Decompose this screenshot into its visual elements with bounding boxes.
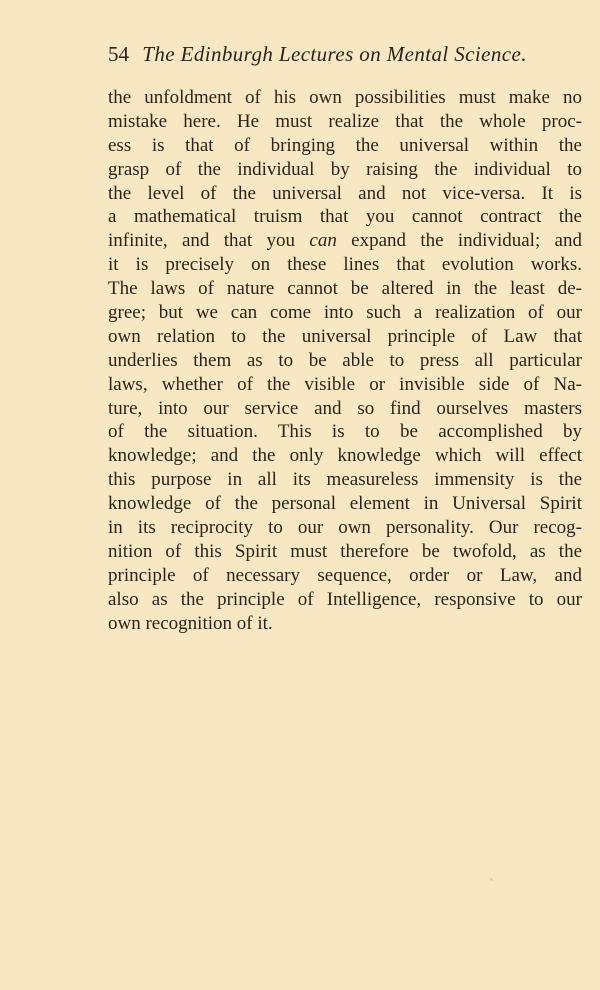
text-line: The laws of nature cannot be altered in the least de- xyxy=(108,278,582,300)
text-line: grasp of the individual by raising the individual to xyxy=(108,158,582,180)
text-line: nition of this Spirit must therefore be twofold, as the xyxy=(108,540,582,562)
text-line: laws, whether of the visible or invisible side of Na- xyxy=(108,373,582,395)
running-header xyxy=(108,42,584,67)
text-line: of the situation. This is to be accomplished by xyxy=(108,421,582,443)
emphasis: can xyxy=(309,230,337,252)
text-line: the unfoldment of his own possibilities must make no xyxy=(108,87,582,108)
text-line: this purpose in all its measureless immensity is the xyxy=(108,469,582,491)
text-segment: expand the individual; and xyxy=(336,230,582,252)
text-line: mistake here. He must realize that the whole proc- xyxy=(108,110,582,132)
text-line: knowledge of the personal element in Universal Spirit xyxy=(108,493,582,515)
text-line: ture, into our service and so find ourselves masters xyxy=(108,397,582,419)
paper-speck xyxy=(490,878,493,881)
text-line: a mathematical truism that you cannot contract the xyxy=(108,206,582,228)
text-line: principle of necessary sequence, order or Law, and xyxy=(108,564,582,586)
text-line: the level of the universal and not vice-versa. It is xyxy=(108,182,582,204)
text-line: own relation to the universal principle of Law that xyxy=(108,325,582,347)
text-line: own recognition of it. xyxy=(108,612,273,634)
text-line: knowledge; and the only knowledge which will effect xyxy=(108,445,582,467)
body-text xyxy=(108,86,582,635)
text-line xyxy=(108,229,582,253)
text-line: underlies them as to be able to press all particular xyxy=(108,349,582,371)
text-line: also as the principle of Intelligence, responsive to our xyxy=(108,588,582,610)
page-number: 54 xyxy=(108,42,129,66)
text-line: ess is that of bringing the universal within the xyxy=(108,134,582,156)
running-title: The Edinburgh Lectures on Mental Science. xyxy=(142,42,527,66)
text-line: in its reciprocity to our own personality. Our recog- xyxy=(108,517,582,539)
text-line: gree; but we can come into such a realization of our xyxy=(108,302,582,324)
text-line: it is precisely on these lines that evolution works. xyxy=(108,254,582,276)
text-segment: infinite, and that you xyxy=(108,230,310,252)
